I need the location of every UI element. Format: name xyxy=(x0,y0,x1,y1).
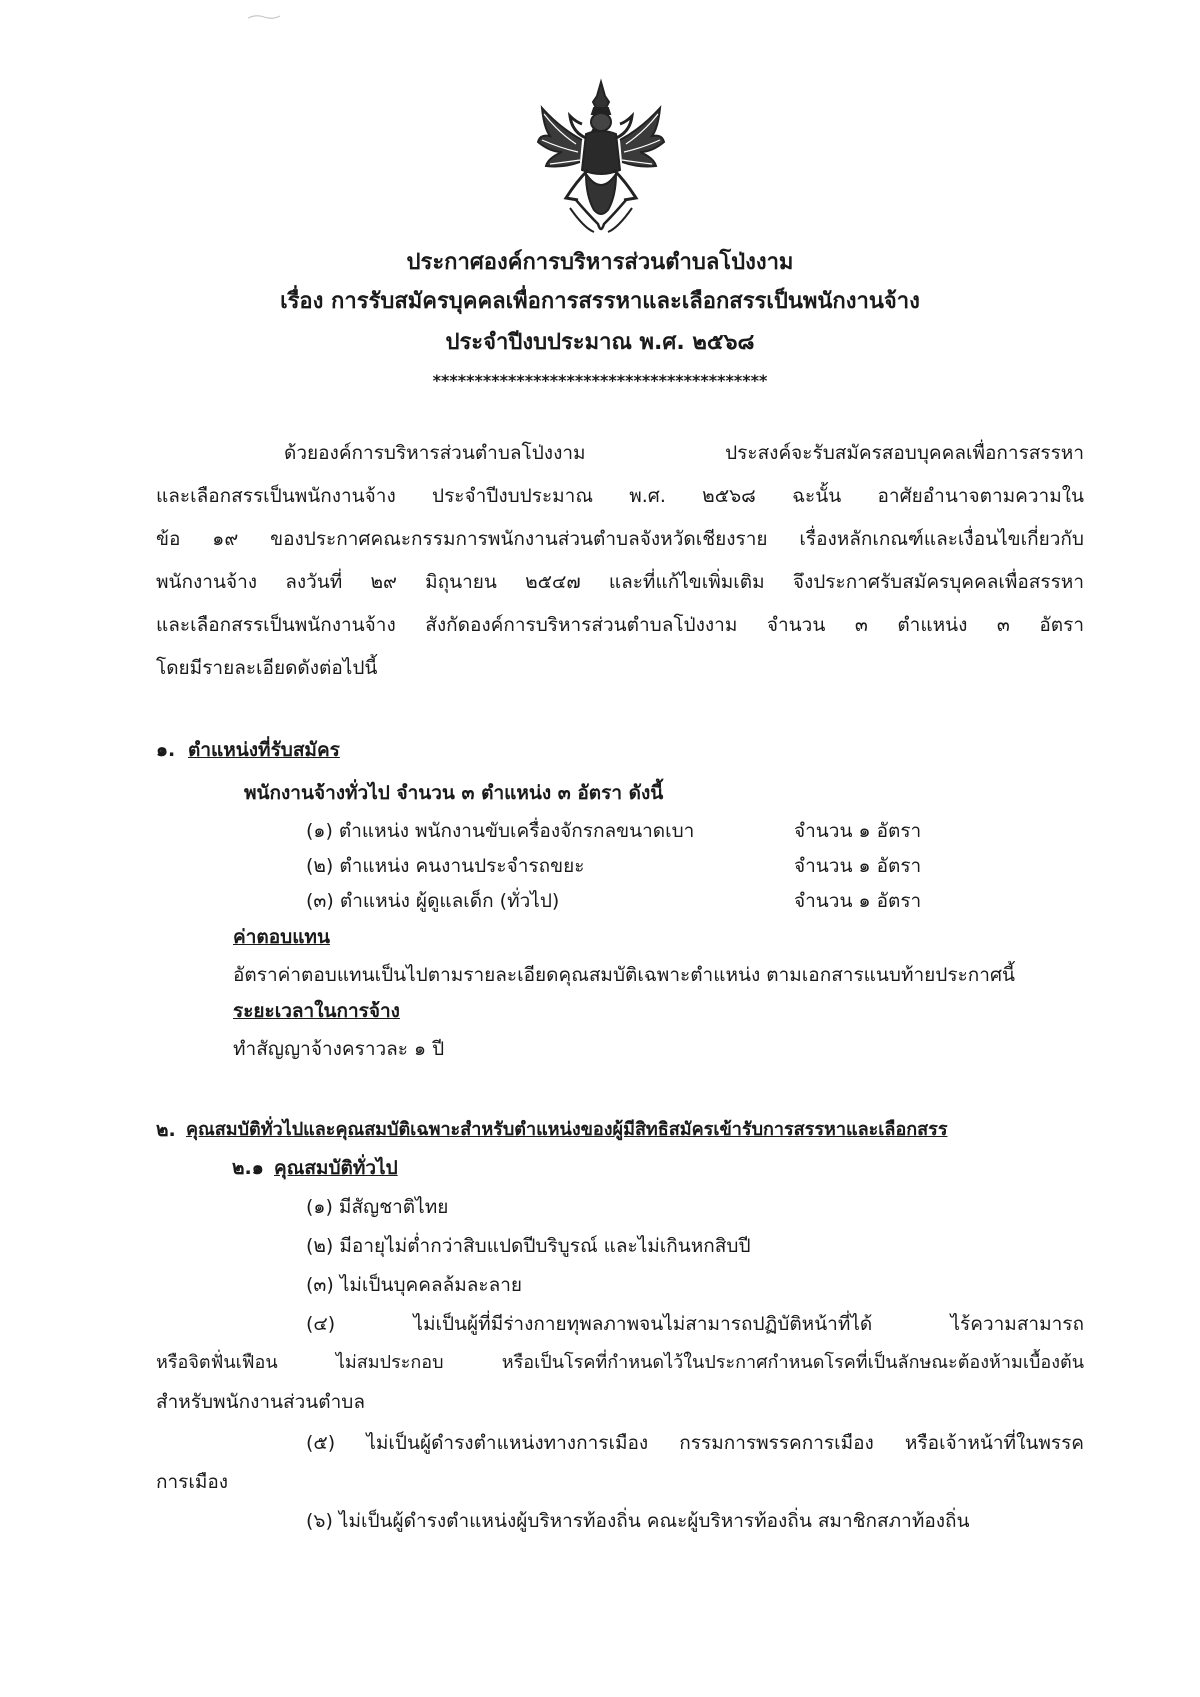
separator-line: **************************************** xyxy=(432,371,768,390)
scan-mark xyxy=(246,12,282,22)
position-3-count: จำนวน ๑ อัตรา xyxy=(794,890,922,912)
position-3-label: (๓) ตำแหน่ง ผู้ดูแลเด็ก (ทั่วไป) xyxy=(306,890,560,912)
compensation-heading: ค่าตอบแทน xyxy=(233,926,330,948)
position-2-count: จำนวน ๑ อัตรา xyxy=(794,855,922,877)
fiscal-year-line: ประจำปีงบประมาณ พ.ศ. ๒๕๖๘ xyxy=(445,330,755,355)
qualification-4-line-2: หรือจิตฟั่นเฟือน ไม่สมประกอบ หรือเป็นโรคที่กำหนดไว้ในประกาศกำหนดโรคที่เป็นลักษณะต้องห้ามเบื้องต้น xyxy=(156,1352,1084,1373)
qualification-4-line-3: สำหรับพนักงานส่วนตำบล xyxy=(156,1391,365,1413)
intro-line-1: ด้วยองค์การบริหารส่วนตำบลโป่งงาม ประสงค์จะรับสมัครสอบบุคคลเพื่อการสรรหา xyxy=(284,442,1084,464)
garuda-emblem-icon xyxy=(536,78,666,236)
period-text: ทำสัญญาจ้างคราวละ ๑ ปี xyxy=(233,1038,445,1060)
announcement-title: ประกาศองค์การบริหารส่วนตำบลโป่งงาม xyxy=(406,250,794,275)
qualification-4-line-1: (๔) ไม่เป็นผู้ที่มีร่างกายทุพลภาพจนไม่สามารถปฏิบัติหน้าที่ได้ ไร้ความสามารถ xyxy=(306,1313,1084,1335)
position-1-count: จำนวน ๑ อัตรา xyxy=(794,820,922,842)
compensation-text: อัตราค่าตอบแทนเป็นไปตามรายละเอียดคุณสมบัติเฉพาะตำแหน่ง ตามเอกสารแนบท้ายประกาศนี้ xyxy=(233,964,1015,986)
section2-number: ๒. xyxy=(156,1119,176,1141)
position-1-label: (๑) ตำแหน่ง พนักงานขับเครื่องจักรกลขนาดเบา xyxy=(306,820,695,842)
section1-heading: ตำแหน่งที่รับสมัคร xyxy=(188,739,340,761)
intro-line-4: พนักงานจ้าง ลงวันที่ ๒๙ มิถุนายน ๒๕๔๗ และที่แก้ไขเพิ่มเติม จึงประกาศรับสมัครบุคคลเพื่อสรรหา xyxy=(156,571,1084,593)
qualification-5-line-1: (๕) ไม่เป็นผู้ดำรงตำแหน่งทางการเมือง กรรมการพรรคการเมือง หรือเจ้าหน้าที่ในพรรค xyxy=(306,1432,1084,1454)
qualification-1: (๑) มีสัญชาติไทย xyxy=(306,1196,449,1218)
intro-line-2: และเลือกสรรเป็นพนักงานจ้าง ประจำปีงบประมาณ พ.ศ. ๒๕๖๘ ฉะนั้น อาศัยอำนาจตามความใน xyxy=(156,485,1084,507)
intro-line-3: ข้อ ๑๙ ของประกาศคณะกรรมการพนักงานส่วนตำบลจังหวัดเชียงราย เรื่องหลักเกณฑ์และเงื่อนไขเกี่ยวกับ xyxy=(156,528,1084,550)
qualification-5-line-2: การเมือง xyxy=(156,1471,229,1493)
qualification-6: (๖) ไม่เป็นผู้ดำรงตำแหน่งผู้บริหารท้องถิ่น คณะผู้บริหารท้องถิ่น สมาชิกสภาท้องถิ่น xyxy=(306,1510,970,1532)
qualification-3: (๓) ไม่เป็นบุคคลล้มละลาย xyxy=(306,1274,523,1296)
section2-1-heading: คุณสมบัติทั่วไป xyxy=(274,1157,398,1179)
intro-line-6: โดยมีรายละเอียดดังต่อไปนี้ xyxy=(156,657,378,679)
announcement-subject: เรื่อง การรับสมัครบุคคลเพื่อการสรรหาและเลือกสรรเป็นพนักงานจ้าง xyxy=(280,289,920,314)
qualification-2: (๒) มีอายุไม่ต่ำกว่าสิบแปดปีบริบูรณ์ และไม่เกินหกสิบปี xyxy=(306,1235,751,1257)
section1-number: ๑. xyxy=(156,739,176,761)
intro-line-5: และเลือกสรรเป็นพนักงานจ้าง สังกัดองค์การบริหารส่วนตำบลโป่งงาม จำนวน ๓ ตำแหน่ง ๓ อัตรา xyxy=(156,614,1084,636)
position-2-label: (๒) ตำแหน่ง คนงานประจำรถขยะ xyxy=(306,855,585,877)
section2-1-number: ๒.๑ xyxy=(232,1157,264,1179)
section1-subheading: พนักงานจ้างทั่วไป จำนวน ๓ ตำแหน่ง ๓ อัตรา ดังนี้ xyxy=(244,782,664,804)
period-heading: ระยะเวลาในการจ้าง xyxy=(233,1000,400,1022)
section2-heading: คุณสมบัติทั่วไปและคุณสมบัติเฉพาะสำหรับตำแหน่งของผู้มีสิทธิสมัครเข้ารับการสรรหาและเลือกสรร xyxy=(186,1119,948,1140)
